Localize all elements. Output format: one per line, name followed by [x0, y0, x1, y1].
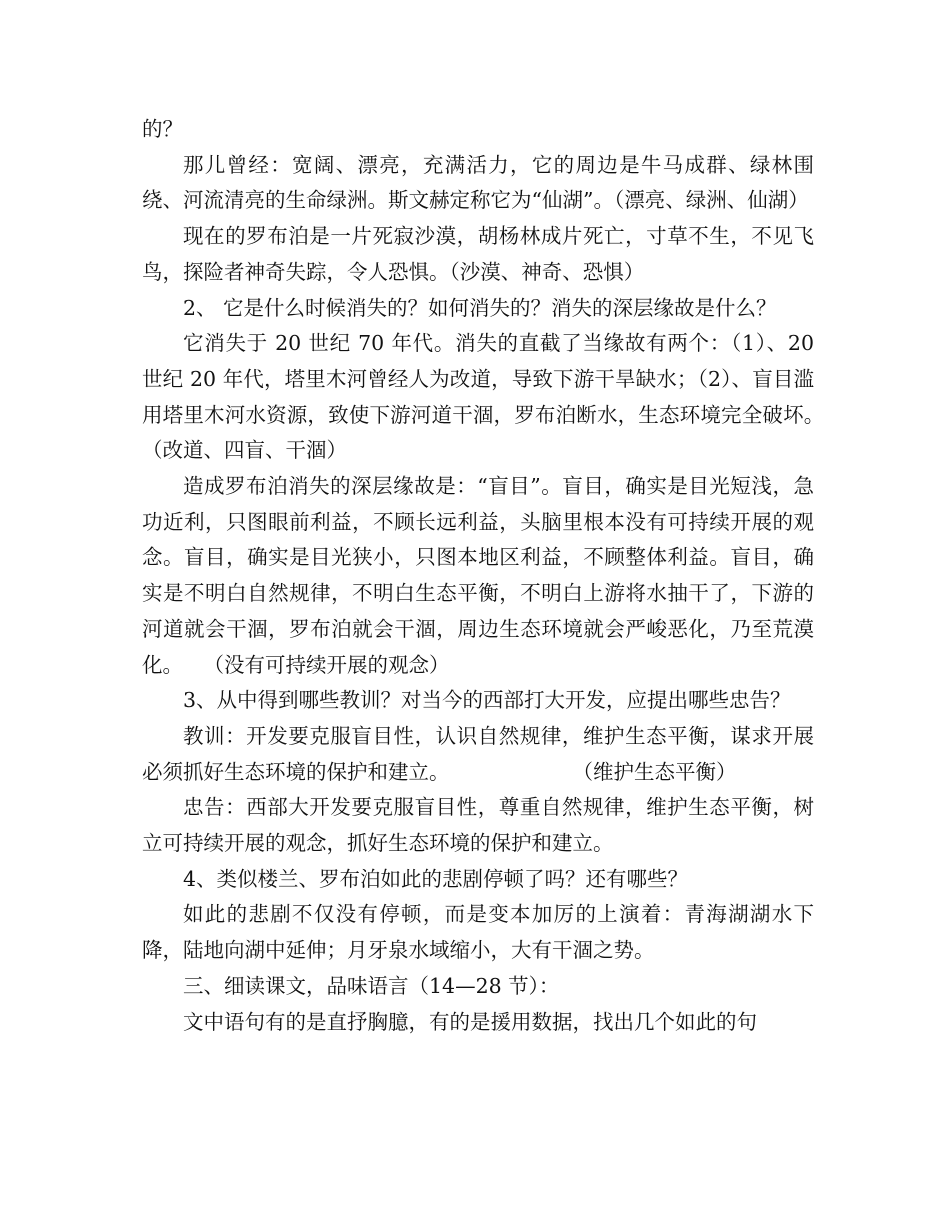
- paragraph-present-description: 现在的罗布泊是一片死寂沙漠，胡杨林成片死亡，寸草不生，不见飞鸟，探险者神奇失踪，令人恐惧。（沙漠、神奇、恐惧）: [142, 224, 814, 284]
- answer-3-advice: 忠告：西部大开发要克服盲目性，尊重自然规律，维护生态平衡，树立可持续开展的观念，抓好生态环境的保护和建立。: [142, 795, 814, 856]
- answer-3-lesson: 教训：开发要克服盲目性，认识自然规律，维护生态平衡，谋求开展必须抓好生态环境的保护和建立。 （维护生态平衡）: [142, 723, 814, 784]
- paragraph-language-analysis: 文中语句有的是直抒胸臆，有的是援用数据，找出几个如此的句: [183, 1009, 757, 1034]
- answer-2-direct-causes: 它消失于 20 世纪 70 年代。消失的直截了当缘故有两个：（1）、20 世纪 20 年代，塔里木河曾经人为改道，导致下游干旱缺水；（2）、盲目滥用塔里木河水资源，致使下游河道干涸，罗布泊断水，生态环境完全破坏。 （改道、四盲、干涸）: [142, 331, 876, 463]
- question-4: 4、类似楼兰、罗布泊如此的悲剧停顿了吗？还有哪些？: [183, 866, 689, 891]
- paragraph-continuation: 的？: [142, 117, 183, 141]
- answer-2-deep-cause: 造成罗布泊消失的深层缘故是：“盲目”。盲目，确实是目光短浅，急功近利，只图眼前利益，不顾长远利益，头脑里根本没有可持续开展的观念。盲目，确实是目光狭小，只图本地区利益，不顾整体利益。盲目，确实是不明白自然规律，不明白生态平衡，不明白上游将水抽干了，下游的河道就会干涸，罗布泊就会干涸，周边生态环境就会严峻恶化，乃至荒漠化。 （没有可持续开展的观念）: [142, 474, 814, 677]
- document-body: [142, 112, 876, 1040]
- question-3: 3、从中得到哪些教训？对当今的西部打大开发，应提出哪些忠告？: [183, 688, 791, 713]
- section-heading-3: 三、细读课文，品味语言（14—28 节）：: [183, 973, 560, 998]
- answer-4: 如此的悲剧不仅没有停顿，而是变本加厉的上演着：青海湖湖水下降，陆地向湖中延伸；月牙泉水域缩小，大有干涸之势。: [142, 902, 814, 963]
- question-2: 2、 它是什么时候消失的？如何消失的？消失的深层缘故是什么？: [183, 295, 777, 320]
- paragraph-past-description: 那儿曾经：宽阔、漂亮，充满活力，它的周边是牛马成群、绿林围绕、河流清亮的生命绿洲。斯文赫定称它为“仙湖”。（漂亮、绿洲、仙湖）: [142, 152, 814, 213]
